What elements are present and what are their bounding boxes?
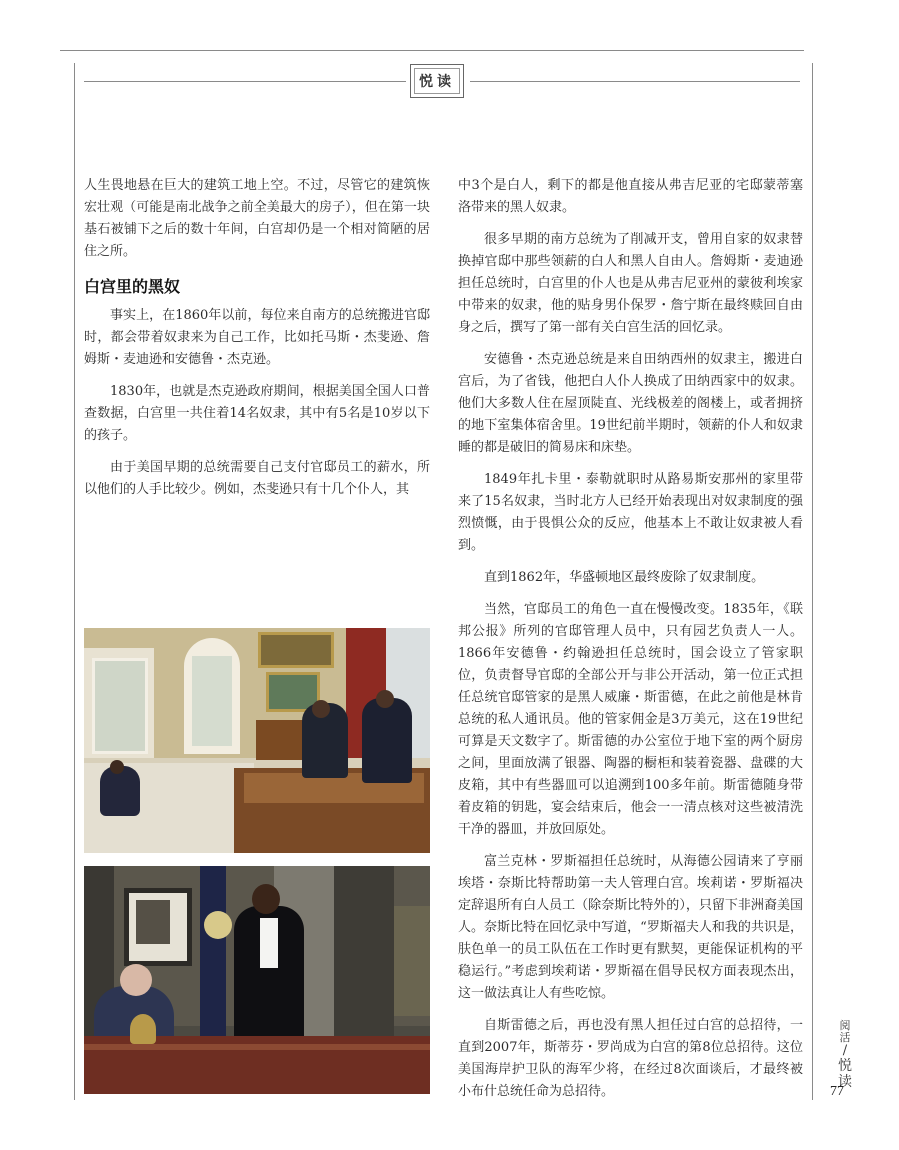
paragraph: 直到1862年，华盛顿地区最终废除了奴隶制度。 — [484, 570, 765, 585]
sidebar-label-bottom: 悦读 — [838, 1058, 852, 1090]
paragraph: 富兰克林・罗斯福担任总统时，从海德公园请来了亨丽埃塔・奈斯比特帮助第一夫人管理白宫。埃莉诺・罗斯福决定辞退所有白人员工（除奈斯比特外的），只留下非洲裔美国人。奈斯比特在回忆录中写道，“罗斯福夫人和我的共识是，肤色单一的员工队伍在工作时更有默契，更能保证机构的平稳运行。”考虑到埃莉诺・罗斯福在倡导民权方面表现杰出，这一做法真让人有些吃惊。 — [458, 854, 803, 1001]
butler-photo — [84, 866, 430, 1094]
paragraph: 人生畏地悬在巨大的建筑工地上空。不过，尽管它的建筑恢宏壮观（可能是南北战争之前全美最大的房子），但在第一块基石被铺下之后的数十年间，白宫却仍是一个相对简陋的居住之所。 — [84, 178, 430, 259]
paragraph: 中3个是白人，剩下的都是他直接从弗吉尼亚的宅邸蒙蒂塞洛带来的黑人奴隶。 — [458, 178, 803, 215]
top-rule — [60, 50, 804, 51]
paragraph: 事实上，在1860年以前，每位来自南方的总统搬进官邸时，都会带着奴隶来为自己工作，比如托马斯・杰斐逊、詹姆斯・麦迪逊和安德鲁・杰克逊。 — [84, 308, 430, 367]
right-margin-rule — [812, 63, 813, 1100]
paragraph: 安德鲁・杰克逊总统是来自田纳西州的奴隶主，搬进白宫后，为了省钱，他把白人仆人换成了田纳西家中的奴隶。他们大多数人住在屋顶陡直、光线极差的阁楼上，或者拥挤的地下室集体宿舍里。19世纪前半期时，领薪的仆人和奴隶睡的都是破旧的简易床和床垫。 — [458, 352, 803, 455]
section-heading: 白宫里的黑奴 — [84, 277, 181, 296]
right-column — [458, 175, 803, 1113]
masthead-badge — [410, 64, 464, 98]
section-sidebar-label — [835, 1020, 855, 1090]
paragraph: 很多早期的南方总统为了削减开支，曾用自家的奴隶替换掉官邸中那些领薪的白人和黑人自由人。詹姆斯・麦迪逊担任总统时，白宫里的仆人也是从弗吉尼亚州的蒙彼利埃家中带来的奴隶，他的贴身男仆保罗・詹宁斯在最终赎回自由身之后，撰写了第一部有关白宫生活的回忆录。 — [458, 232, 803, 335]
header-rule-right — [470, 81, 800, 82]
sidebar-slash: / — [842, 1043, 848, 1058]
oval-office-photo — [84, 628, 430, 853]
page-number: 77 — [830, 1084, 844, 1099]
paragraph: 当然，官邸员工的角色一直在慢慢改变。1835年，《联邦公报》所列的官邸管理人员中，只有园艺负责人一人。1866年安德鲁・约翰逊担任总统时，国会设立了管家职位，负责督导官邸的全部公开与非公开活动，第一位正式担任总统官邸管家的是黑人威廉・斯雷德，在此之前他是林肯总统的私人通讯员。他的管家佣金是3万美元，这在19世纪可算是天文数字了。斯雷德的办公室位于地下室的两个厨房之间，里面放满了银器、陶器的橱柜和装着瓷器、盘碟的大皮箱，其中有些器皿可以追溯到100多年前。斯雷德随身带着皮箱的钥匙，宴会结束后，他会一一清点核对这些被清洗干净的器皿，并放回原处。 — [458, 602, 803, 837]
paragraph: 1830年，也就是杰克逊政府期间，根据美国全国人口普查数据，白宫里一共住着14名奴隶，其中有5名是10岁以下的孩子。 — [84, 384, 430, 443]
left-column — [84, 175, 430, 511]
header-rule-left — [84, 81, 406, 82]
paragraph: 1849年扎卡里・泰勒就职时从路易斯安那州的家里带来了15名奴隶，当时北方人已经开始表现出对奴隶制度的强烈愤慨，由于畏惧公众的反应，他基本上不敢让奴隶被人看到。 — [458, 472, 803, 553]
left-margin-rule — [74, 63, 75, 1100]
masthead-title: 悦读 — [419, 74, 455, 90]
sidebar-label-top: 阅活 — [839, 1019, 851, 1044]
paragraph: 由于美国早期的总统需要自己支付官邸员工的薪水，所以他们的人手比较少。例如，杰斐逊只有十几个仆人，其 — [84, 460, 430, 497]
paragraph: 自斯雷德之后，再也没有黑人担任过白宫的总招待，一直到2007年，斯蒂芬・罗尚成为白宫的第8位总招待。这位美国海岸护卫队的海军少将，在经过8次面谈后，才最终被小布什总统任命为总招待。 — [458, 1018, 803, 1099]
